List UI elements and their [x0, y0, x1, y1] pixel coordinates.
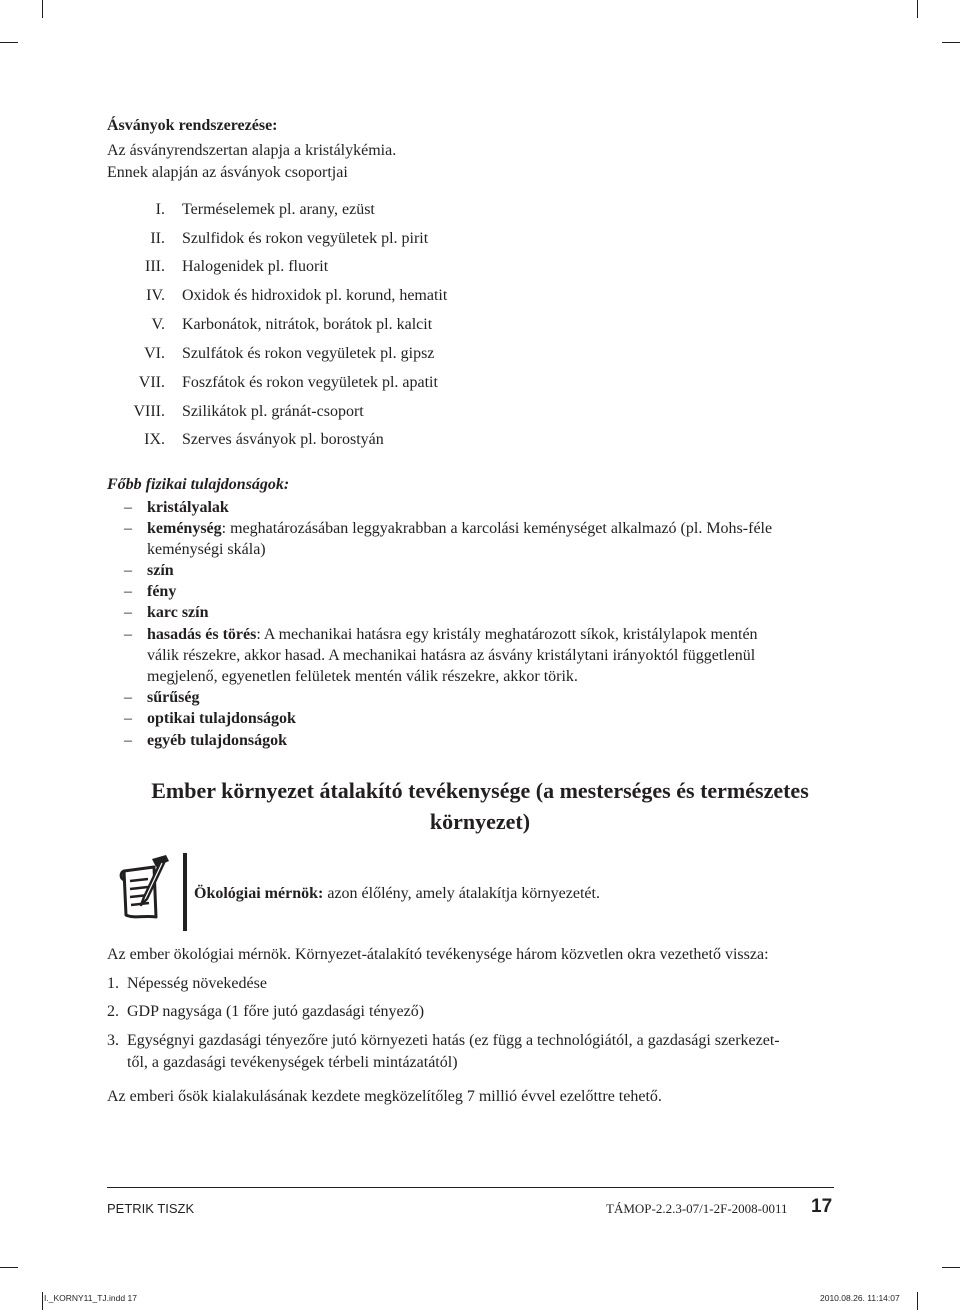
systematics-line: Az ásványrendszertan alapja a kristálykémia. [107, 142, 397, 159]
class-text: Szulfidok és rokon vegyületek pl. pirit [182, 230, 429, 247]
class-number: III. [145, 258, 165, 275]
dash-bullet: – [124, 732, 132, 749]
class-number: V. [151, 316, 165, 333]
body-paragraph: Az ember ökológiai mérnök. Környezet-átalakító tevékenysége három közvetlen okra vezethető vissza: [107, 946, 769, 963]
slug-date: 2010.08.26. 11:14:07 [820, 1293, 900, 1303]
property-text: keménységi skála) [147, 541, 266, 558]
property-term: hasadás és törés [147, 626, 257, 643]
property-term: sűrűség [147, 689, 200, 706]
slug-file: I._KORNY11_TJ.indd 17 [44, 1293, 137, 1303]
class-number: IV. [146, 287, 165, 304]
list-number: 3. [107, 1032, 119, 1049]
footer-project-code: TÁMOP-2.2.3-07/1-2F-2008-0011 [606, 1201, 788, 1216]
class-text: Szulfátok és rokon vegyületek pl. gipsz [182, 345, 435, 362]
section-title: környezet) [429, 809, 531, 834]
class-text: Halogenidek pl. fluorit [182, 258, 329, 275]
class-text: Szerves ásványok pl. borostyán [182, 431, 384, 448]
class-text: Terméselemek pl. arany, ezüst [182, 201, 375, 218]
definition-rule [183, 853, 187, 931]
footer-rule [107, 1187, 834, 1188]
property-term: szín [147, 562, 174, 579]
dash-bullet: – [124, 562, 132, 579]
property-text: válik részekre, akkor hasad. A mechanikai hatásra az ásvány kristálytani irányoktól függetlenül [147, 647, 756, 664]
class-text: Karbonátok, nitrátok, borátok pl. kalcit [182, 316, 433, 333]
section-title: Ember környezet átalakító tevékenysége (a mesterséges és természetes [151, 778, 809, 803]
property-text: megjelenő, egyenetlen felületek mentén válik részekre, akkor törik. [147, 668, 578, 685]
systematics-line: Ennek alapján az ásványok csoportjai [107, 164, 348, 181]
footer-left: PETRIK TISZK [107, 1201, 195, 1216]
list-text: GDP nagysága (1 főre jutó gazdasági tényező) [127, 1003, 425, 1020]
definition-text: azon élőlény, amely átalakítja környezetét. [323, 885, 600, 902]
list-text: Népesség növekedése [127, 975, 267, 992]
property-term: egyéb tulajdonságok [147, 732, 288, 749]
properties-heading: Főbb fizikai tulajdonságok: [107, 476, 290, 493]
property-term: kristályalak [147, 499, 229, 516]
systematics-heading: Ásványok rendszerezése: [107, 117, 278, 134]
property-term: optikai tulajdonságok [147, 710, 296, 727]
body-paragraph: Az emberi ősök kialakulásának kezdete megközelítőleg 7 millió évvel ezelőttre tehető. [107, 1088, 662, 1105]
class-number: I. [155, 201, 165, 218]
dash-bullet: – [124, 583, 132, 600]
list-number: 1. [107, 975, 119, 992]
class-number: VII. [138, 374, 165, 391]
dash-bullet: – [124, 710, 132, 727]
property-term: keménység [147, 520, 222, 537]
class-number: VI. [144, 345, 165, 362]
class-number: IX. [144, 431, 165, 448]
document-pen-icon [116, 853, 176, 925]
class-text: Szilikátok pl. gránát-csoport [182, 403, 364, 420]
list-text: Egységnyi gazdasági tényezőre jutó környezeti hatás (ez függ a technológiától, a gazdasági szerkezet- [127, 1032, 780, 1049]
class-number: II. [150, 230, 165, 247]
property-term: karc szín [147, 604, 209, 621]
class-text: Oxidok és hidroxidok pl. korund, hematit [182, 287, 448, 304]
list-number: 2. [107, 1003, 119, 1020]
page-number: 17 [811, 1196, 833, 1217]
class-text: Foszfátok és rokon vegyületek pl. apatit [182, 374, 438, 391]
list-text: től, a gazdasági tevékenységek térbeli mintázatától) [127, 1054, 458, 1071]
property-text: : meghatározásában leggyakrabban a karcolási keménységet alkalmazó (pl. Mohs-féle [221, 520, 773, 537]
dash-bullet: – [124, 499, 132, 516]
definition-term: Ökológiai mérnök: [194, 885, 324, 902]
property-text: : A mechanikai hatásra egy kristály meghatározott síkok, kristálylapok mentén [256, 626, 758, 643]
property-term: fény [147, 583, 177, 600]
dash-bullet: – [124, 689, 132, 706]
dash-bullet: – [124, 604, 132, 621]
dash-bullet: – [124, 626, 132, 643]
dash-bullet: – [124, 520, 132, 537]
class-number: VIII. [133, 403, 165, 420]
